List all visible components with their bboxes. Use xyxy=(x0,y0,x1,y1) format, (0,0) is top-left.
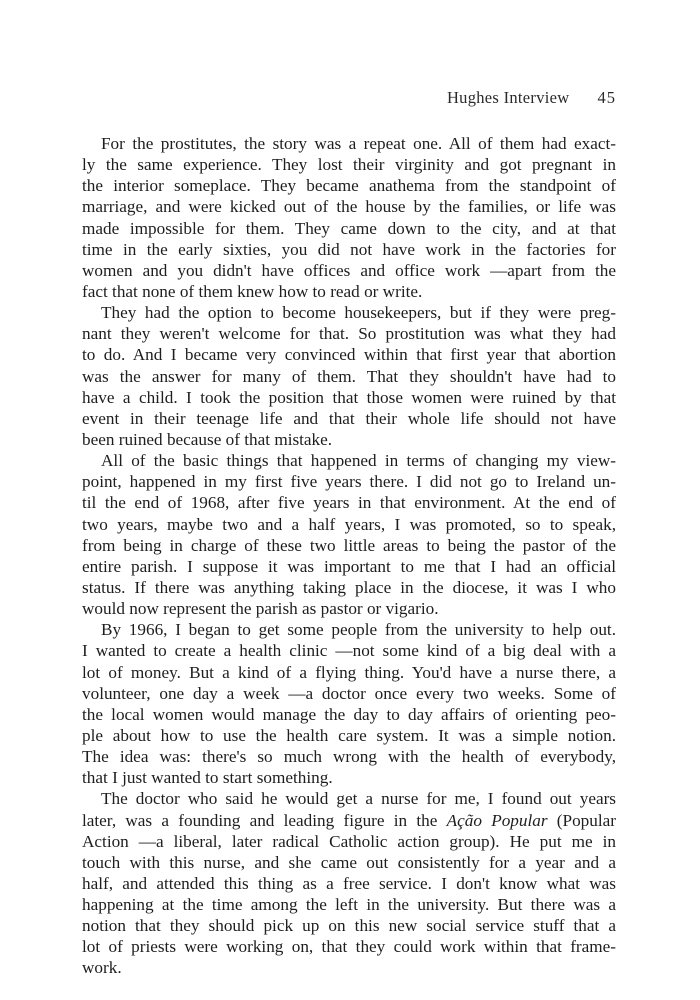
text-line: work. xyxy=(82,958,122,978)
text-line: ly the same experience. They lost their virginity and got pregnant in xyxy=(82,155,616,175)
paragraph xyxy=(82,302,616,450)
text-line: status. If there was anything taking place in the diocese, it was I who xyxy=(82,577,616,597)
text-line: fact that none of them knew how to read or write. xyxy=(82,281,423,301)
running-title: Hughes Interview xyxy=(446,88,570,107)
text-line: til the end of 1968, after five years in that environment. At the end of xyxy=(82,493,616,513)
text-line: For the prostitutes, the story was a repeat one. All of them had exact- xyxy=(101,134,616,153)
text-line: lot of money. But a kind of a flying thing. You'd have a nurse there, a xyxy=(82,662,616,682)
text-line: By 1966, I began to get some people from the university to help out. xyxy=(101,620,616,640)
text-line: time in the early sixties, you did not have work in the factories for xyxy=(82,239,616,259)
italic-term: Ação Popular xyxy=(446,810,548,830)
page-number: 45 xyxy=(597,88,616,107)
text-line: The doctor who said he would get a nurse for me, I found out years xyxy=(101,789,616,809)
text-line: to do. And I became very convinced within that first year that abortion xyxy=(82,345,616,365)
paragraph xyxy=(82,133,616,302)
text-line: women and you didn't have offices and office work —apart from the xyxy=(82,260,616,280)
text-line xyxy=(82,810,616,831)
text-segment: (Popular xyxy=(547,810,616,830)
text-line: would now represent the parish as pastor or vigario. xyxy=(82,599,439,619)
text-line: have a child. I took the position that those women were ruined by that xyxy=(82,387,616,407)
text-line: lot of priests were working on, that they could work within that frame- xyxy=(82,937,616,957)
text-segment: later, was a founding and leading figure in the xyxy=(82,810,447,830)
body-text xyxy=(82,133,616,979)
text-line: happening at the time among the left in the university. But there was a xyxy=(82,895,616,915)
paragraph xyxy=(82,619,616,788)
text-line: that I just wanted to start something. xyxy=(82,768,333,788)
text-line: the local women would manage the day to day affairs of orienting peo- xyxy=(82,704,616,724)
text-line: half, and attended this thing as a free service. I don't know what was xyxy=(82,873,616,893)
text-line: was the answer for many of them. That they shouldn't have had to xyxy=(82,366,616,386)
text-line: notion that they should pick up on this new social service stuff that a xyxy=(82,916,616,936)
text-line: point, happened in my first five years there. I did not go to Ireland un- xyxy=(82,472,616,492)
text-line: They had the option to become housekeepers, but if they were preg- xyxy=(101,303,616,323)
text-line: nant they weren't welcome for that. So prostitution was what they had xyxy=(82,324,616,344)
text-line: The idea was: there's so much wrong with the health of everybody, xyxy=(82,747,616,767)
text-line: entire parish. I suppose it was important to me that I had an official xyxy=(82,556,616,576)
text-line: two years, maybe two and a half years, I was promoted, so to speak, xyxy=(82,514,616,534)
text-line: from being in charge of these two little areas to being the pastor of the xyxy=(82,535,616,555)
paragraph xyxy=(82,788,616,978)
text-line: been ruined because of that mistake. xyxy=(82,429,333,449)
text-line: touch with this nurse, and she came out consistently for a year and a xyxy=(82,852,616,872)
paragraph xyxy=(82,450,616,619)
text-line: All of the basic things that happened in terms of changing my view- xyxy=(101,451,616,471)
text-line: the interior someplace. They became anathema from the standpoint of xyxy=(82,176,616,196)
text-line: ple about how to use the health care system. It was a simple notion. xyxy=(82,725,616,745)
text-line: made impossible for them. They came down to the city, and at that xyxy=(82,218,616,238)
text-line: volunteer, one day a week —a doctor once every two weeks. Some of xyxy=(82,683,616,703)
page-header xyxy=(0,88,616,108)
text-line: marriage, and were kicked out of the house by the families, or life was xyxy=(82,197,616,217)
text-line: Action —a liberal, later radical Catholic action group). He put me in xyxy=(82,831,616,851)
text-line: I wanted to create a health clinic —not some kind of a big deal with a xyxy=(82,641,616,661)
text-line: event in their teenage life and that their whole life should not have xyxy=(82,408,616,428)
